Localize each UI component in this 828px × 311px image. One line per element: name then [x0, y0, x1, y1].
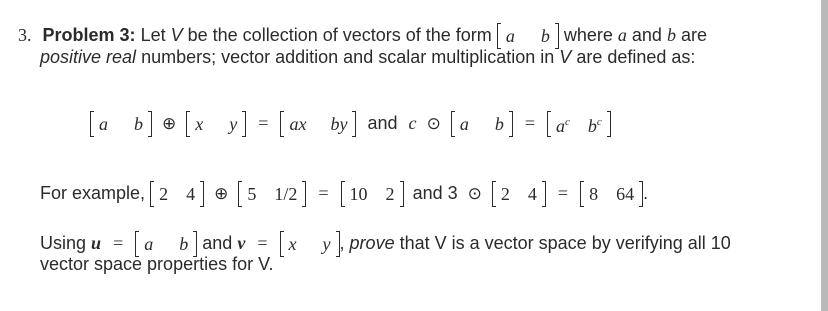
and-text: and	[367, 112, 398, 133]
entry-b: b	[179, 234, 189, 254]
set-v: V	[170, 24, 183, 45]
ex-matrix-4	[492, 181, 546, 207]
left-bracket	[341, 181, 345, 207]
definition-line	[90, 111, 611, 137]
right-bracket	[302, 181, 306, 207]
vector-v: v	[237, 232, 246, 253]
right-bracket	[400, 181, 404, 207]
entry-x: x	[288, 234, 297, 254]
problem-number: 3.	[18, 24, 32, 45]
problem-line-2	[40, 46, 695, 68]
left-bracket	[451, 111, 455, 137]
entry-y: y	[322, 234, 331, 254]
using-text: Using	[40, 232, 87, 253]
left-bracket	[280, 111, 284, 137]
right-bracket	[607, 111, 611, 137]
def-matrix-sum	[280, 111, 356, 137]
prove-text: prove	[349, 232, 395, 253]
equals-sign-2: =	[257, 232, 268, 253]
and-3-text: and 3	[412, 182, 458, 203]
entry: 4	[186, 184, 196, 204]
ex-matrix-2	[238, 181, 306, 207]
entry-a: a	[99, 114, 108, 134]
intro-text-a: Let	[140, 24, 166, 45]
entry-by: by	[330, 114, 348, 134]
entry: 8	[589, 184, 599, 204]
example-line	[40, 181, 648, 207]
equals-sign-2: =	[557, 182, 569, 203]
entry-ax: ax	[289, 114, 307, 134]
left-bracket	[547, 111, 551, 137]
problem-label: Problem 3:	[42, 24, 136, 45]
odot-symbol: ⊙	[426, 113, 441, 134]
right-bracket	[242, 111, 246, 137]
positive-real-text: positive real	[40, 47, 137, 67]
entry-a: a	[459, 114, 469, 134]
form-entry-b: b	[540, 26, 550, 46]
entry-b: b	[494, 114, 504, 134]
right-bracket	[148, 111, 152, 137]
right-bracket	[200, 181, 204, 207]
def-matrix-ab	[90, 111, 152, 137]
line2-text-b: are defined as:	[576, 47, 696, 67]
right-bracket	[542, 181, 546, 207]
intro-text-b: be the collection of vectors of the form	[187, 24, 492, 45]
var-b: b	[666, 24, 676, 45]
left-bracket	[492, 181, 496, 207]
comma: ,	[339, 232, 345, 253]
entry-a-pow-c: $a^c$	[556, 116, 570, 136]
left-bracket	[186, 111, 190, 137]
set-v-2: V	[559, 47, 572, 67]
line2-text-a: numbers; vector addition and scalar multiplication in	[141, 47, 555, 67]
oplus-symbol: ⊕	[214, 183, 229, 204]
entry-b-pow-c: $b^c$	[587, 116, 602, 136]
entry: 10	[349, 184, 368, 204]
entry-x: x	[195, 114, 204, 134]
intro-are: are	[680, 24, 707, 45]
left-bracket	[580, 181, 584, 207]
def-matrix-xy	[186, 111, 246, 137]
entry-b: b	[134, 114, 143, 134]
left-bracket	[90, 111, 94, 137]
and-text: and	[202, 232, 233, 253]
entry: 2	[159, 184, 169, 204]
scalar-c: c	[408, 112, 417, 133]
left-bracket	[238, 181, 242, 207]
var-a: a	[617, 24, 627, 45]
entry-a: a	[144, 234, 154, 254]
equals-sign: =	[113, 232, 124, 253]
intro-text-c: where	[563, 24, 613, 45]
final-rest-text: that V is a vector space by verifying all 10	[399, 232, 731, 253]
left-bracket	[280, 231, 284, 257]
oplus-symbol: ⊕	[162, 113, 177, 134]
left-bracket	[150, 181, 154, 207]
ex-matrix-3	[341, 181, 404, 207]
vector-u: u	[91, 232, 102, 253]
entry: 64	[616, 184, 635, 204]
final-line-2-text: vector space properties for V.	[40, 254, 274, 274]
ex-matrix-5	[580, 181, 643, 207]
period: .	[643, 182, 649, 203]
equals-sign: =	[258, 112, 269, 133]
final-line-2	[40, 253, 273, 275]
ex-matrix-1	[150, 181, 204, 207]
equals-sign-2: =	[524, 112, 535, 133]
entry: 2	[385, 184, 395, 204]
odot-symbol: ⊙	[467, 183, 482, 204]
equals-sign: =	[318, 182, 329, 203]
v-matrix	[280, 231, 340, 257]
entry: 4	[527, 184, 537, 204]
example-lead: For example,	[40, 182, 146, 203]
right-bracket	[509, 111, 513, 137]
def-matrix-ab-2	[451, 111, 513, 137]
intro-and: and	[631, 24, 662, 45]
form-entry-a: a	[505, 26, 515, 46]
entry: 1/2	[274, 184, 298, 204]
entry: 2	[500, 184, 510, 204]
def-matrix-pow	[547, 111, 611, 137]
entry: 5	[247, 184, 257, 204]
page-edge-bar	[821, 0, 828, 311]
entry-y: y	[229, 114, 238, 134]
right-bracket	[352, 111, 356, 137]
